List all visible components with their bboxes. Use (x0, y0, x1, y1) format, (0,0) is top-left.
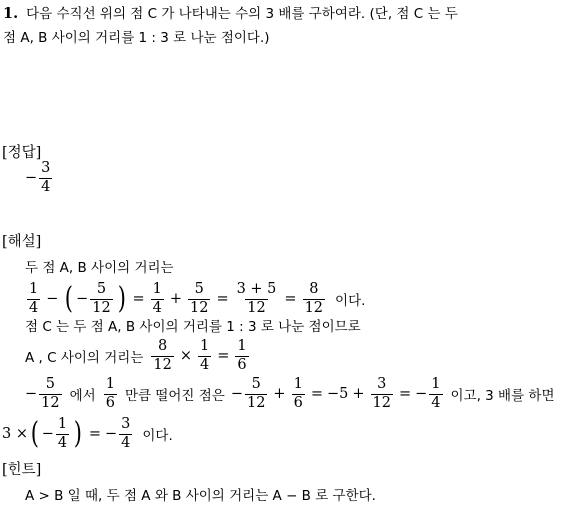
fraction: $\frac{1}{4}$ (57, 416, 68, 451)
fraction: $\frac{1}{6}$ (105, 376, 115, 411)
fraction: $\frac{8}{12}$ (304, 281, 324, 316)
operator: = (132, 291, 145, 307)
answer-value (25, 158, 54, 198)
explanation-eq-3 (25, 374, 555, 414)
fraction: $\frac{5}{12}$ (41, 376, 60, 411)
paren-open: ( (65, 281, 74, 316)
operator: − (46, 291, 59, 307)
value: −5 (326, 386, 349, 402)
fraction: $\frac{5}{12}$ (189, 281, 209, 316)
fraction: $\frac{1}{4}$ (199, 338, 210, 373)
problem-line-2: 점 A, B 사이의 거리를 1 : 3 로 나눈 점이다.) (3, 30, 270, 46)
fraction: $\frac{3}{12}$ (372, 376, 391, 411)
answer-sign: − (25, 170, 38, 186)
hint-header: [힌트] (2, 462, 42, 478)
operator: = (398, 386, 412, 402)
explanation-line-1: 두 점 A, B 사이의 거리는 (25, 260, 174, 276)
text: 에서 (69, 388, 96, 404)
operator: + (273, 386, 286, 402)
paren-close: ) (73, 416, 83, 451)
explanation-eq-4 (2, 414, 173, 454)
explanation-eq-1 (25, 279, 365, 319)
explanation-header: [해설] (2, 234, 42, 250)
fraction: $\frac{8}{12}$ (153, 338, 172, 373)
explanation-eq-2 (25, 336, 251, 376)
suffix-text: 이다. (142, 428, 173, 444)
problem-statement (3, 7, 458, 22)
operator: = (216, 291, 229, 307)
sign: − (25, 386, 38, 402)
fraction: $\frac{5}{12}$ (246, 376, 266, 411)
fraction: $\frac{1}{6}$ (237, 338, 247, 373)
problem-number: 1. (3, 5, 19, 22)
sign: − (415, 386, 428, 402)
answer-fraction: $\frac{3}{4}$ (41, 160, 51, 195)
operator: = (284, 291, 297, 307)
operator: + (352, 386, 365, 402)
problem-line-1: 다음 수직선 위의 점 C 가 나타내는 수의 3 배를 구하여라. (단, 점 C 는 두 (26, 6, 458, 22)
operator: = (310, 386, 323, 402)
fraction: $\frac{1}{6}$ (293, 376, 303, 411)
paren-open: ( (30, 416, 39, 451)
sign: − (41, 426, 54, 442)
sign: − (104, 426, 118, 442)
paren-close: ) (117, 281, 126, 316)
fraction: $\frac{3}{4}$ (121, 416, 131, 451)
hint-text: A > B 일 때, 두 점 A 와 B 사이의 거리는 A − B 로 구한다. (25, 488, 376, 504)
sign: − (230, 386, 243, 402)
prefix-text: 3 × (2, 426, 28, 442)
prefix-text: A , C 사이의 거리는 (25, 350, 144, 366)
fraction: $\frac{1}{4}$ (431, 376, 441, 411)
operator: = (88, 426, 101, 442)
fraction: $\frac{3 + 5}{12}$ (236, 281, 277, 316)
answer-header: [정답] (2, 145, 42, 161)
fraction: $\frac{1}{4}$ (29, 281, 39, 316)
sign: − (76, 291, 89, 307)
operator: = (217, 348, 230, 364)
suffix-text: 이다. (335, 293, 366, 309)
fraction: $\frac{1}{4}$ (152, 281, 162, 316)
explanation-line-3: 점 C 는 두 점 A, B 사이의 거리를 1 : 3 로 나눈 점이므로 (25, 319, 361, 335)
fraction: $\frac{5}{12}$ (92, 281, 111, 316)
operator: + (169, 291, 182, 307)
text: 만큼 떨어진 점은 (124, 388, 225, 404)
text: 이고, 3 배를 하면 (450, 388, 555, 404)
operator: × (179, 348, 192, 364)
